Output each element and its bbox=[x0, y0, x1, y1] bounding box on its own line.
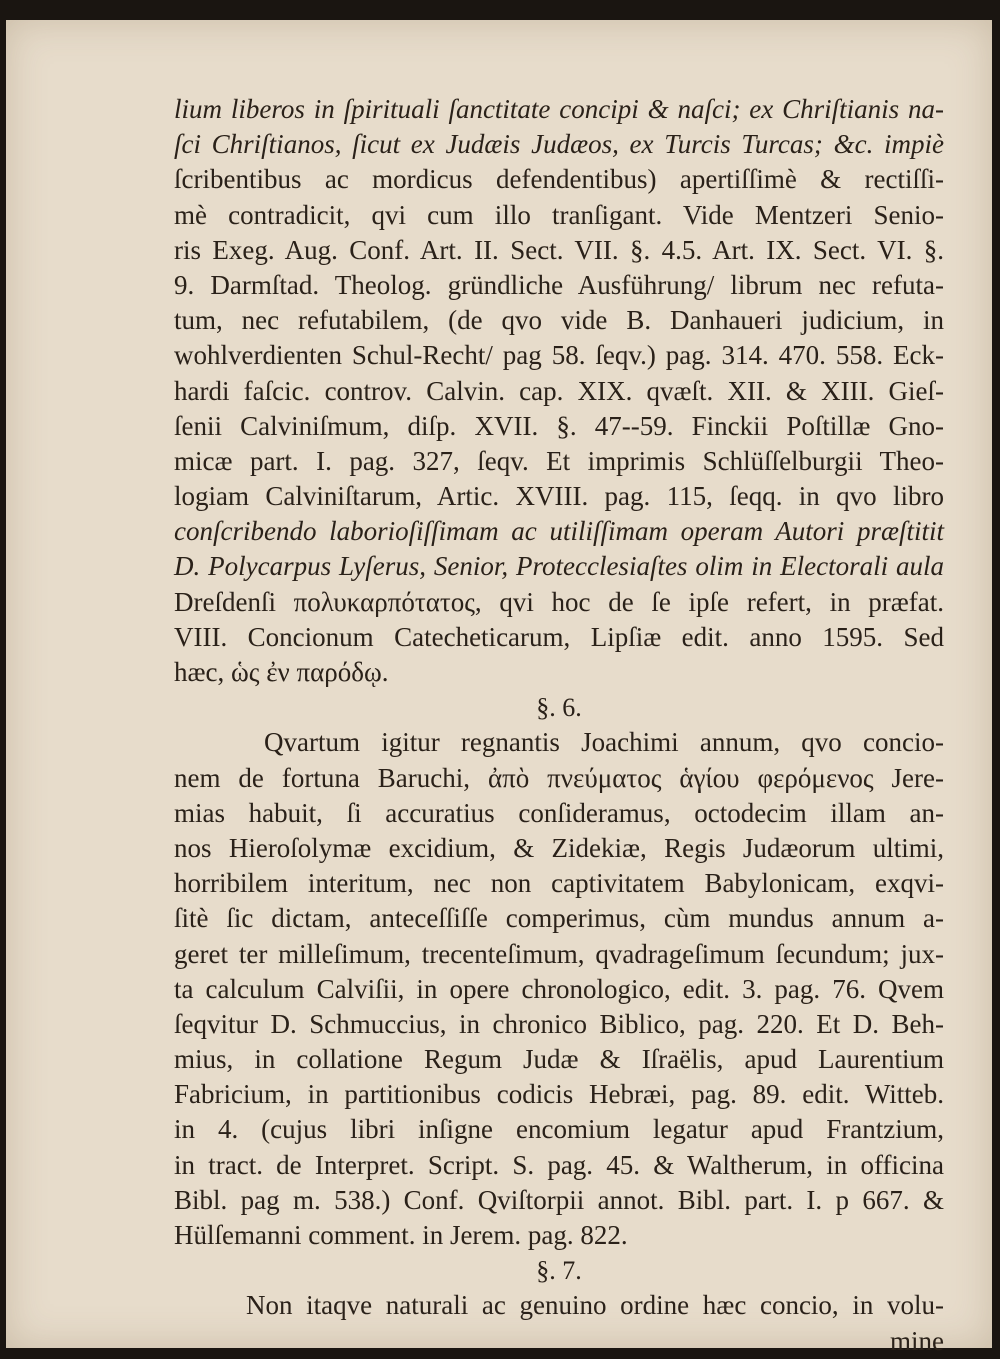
text-line: Hülſemanni comment. in Jerem. pag. 822. bbox=[174, 1220, 628, 1250]
text-line: micæ part. I. pag. 327, ſeqv. Et imprimis Schlüſſelburgii Theo- bbox=[174, 445, 944, 476]
text-line: Bibl. pag m. 538.) Conf. Qviſtorpii annot. Bibl. part. I. p 667. & bbox=[174, 1184, 944, 1215]
text-line: in 4. (cujus libri inſigne encomium legatur apud Frantzium, bbox=[174, 1114, 944, 1145]
text-line: logiam Calviniſtarum, Artic. XVIII. pag. 115, ſeqq. in qvo libro bbox=[174, 481, 944, 512]
text-line: nem de fortuna Baruchi, ἀπὸ πνεύματος ἁγίου φερόμενος Jere- bbox=[174, 762, 944, 793]
text-line: mius, in collatione Regum Judæ & Iſraëlis, apud Laurentium bbox=[174, 1044, 944, 1075]
section-heading: §. 7. bbox=[536, 1256, 582, 1286]
catchword: mine bbox=[890, 1325, 944, 1356]
text-line: Dreſdenſi πολυκαρπότατος, qvi hoc de ſe ipſe refert, in præfat. bbox=[174, 586, 944, 617]
text-line: ta calculum Calviſii, in opere chronologico, edit. 3. pag. 76. Qvem bbox=[174, 973, 944, 1004]
text-line: nos Hieroſolymæ excidium, & Zidekiæ, Regis Judæorum ultimi, bbox=[174, 832, 944, 863]
text-line: Fabricium, in partitionibus codicis Hebræi, pag. 89. edit. Witteb. bbox=[174, 1079, 944, 1110]
text-line: wohlverdienten Schul-Recht/ pag 58. ſeqv.) pag. 314. 470. 558. Eck- bbox=[174, 340, 944, 371]
text-line: geret ter milleſimum, trecenteſimum, qvadrageſimum ſecundum; jux- bbox=[174, 938, 944, 969]
text-line: mias habuit, ſi accuratius conſideramus, octodecim illam an- bbox=[174, 797, 944, 828]
page-sheet bbox=[6, 20, 992, 1356]
text-line: ſitè ſic dictam, anteceſſiſſe comperimus, cùm mundus annum a- bbox=[174, 903, 944, 934]
text-line: hardi faſcic. controv. Calvin. cap. XIX. qvæſt. XII. & XIII. Gieſ- bbox=[174, 375, 944, 406]
text-line: conſcribendo laborioſiſſimam ac utiliſſimam operam Autori præſtitit bbox=[174, 516, 944, 547]
text-line: ſenii Calviniſmum, diſp. XVII. §. 47--59. Finckii Poſtillæ Gno- bbox=[174, 410, 944, 441]
text-line: ſeqvitur D. Schmuccius, in chronico Biblico, pag. 220. Et D. Beh- bbox=[174, 1008, 944, 1039]
text-line: ſcribentibus ac mordicus defendentibus) apertiſſimè & rectiſſi- bbox=[174, 164, 944, 195]
text-line: in tract. de Interpret. Script. S. pag. 45. & Waltherum, in officina bbox=[174, 1149, 944, 1180]
text-line: ſci Chriſtianos, ſicut ex Judæis Judæos, ex Turcis Turcas; &c. impiè bbox=[174, 129, 944, 160]
text-line: Non itaqve naturali ac genuino ordine hæc concio, in volu- bbox=[246, 1290, 944, 1321]
text-line: lium liberos in ſpirituali ſanctitate concipi & naſci; ex Chriſtianis na- bbox=[174, 94, 944, 124]
text-block bbox=[174, 92, 944, 1359]
text-line: D. Polycarpus Lyſerus, Senior, Protecclesiaſtes olim in Electorali aula bbox=[174, 551, 944, 582]
text-line: VIII. Concionum Catecheticarum, Lipſiæ edit. anno 1595. Sed bbox=[174, 621, 944, 652]
text-line: hæc, ὡς ἐν παρόδῳ. bbox=[174, 657, 389, 687]
text-line: Qvartum igitur regnantis Joachimi annum, qvo concio- bbox=[264, 727, 944, 758]
text-line: horribilem interitum, nec non captivitatem Babylonicam, exqvi- bbox=[174, 868, 944, 899]
section-heading: §. 6. bbox=[536, 693, 582, 723]
text-line: 9. Darmſtad. Theolog. gründliche Ausführung/ librum nec refuta- bbox=[174, 269, 944, 300]
text-line: ris Exeg. Aug. Conf. Art. II. Sect. VII. §. 4.5. Art. IX. Sect. VI. §. bbox=[174, 234, 944, 265]
text-line: mè contradicit, qvi cum illo tranſigant. Vide Mentzeri Senio- bbox=[174, 199, 944, 230]
text-line: tum, nec refutabilem, (de qvo vide B. Danhaueri judicium, in bbox=[174, 305, 944, 336]
